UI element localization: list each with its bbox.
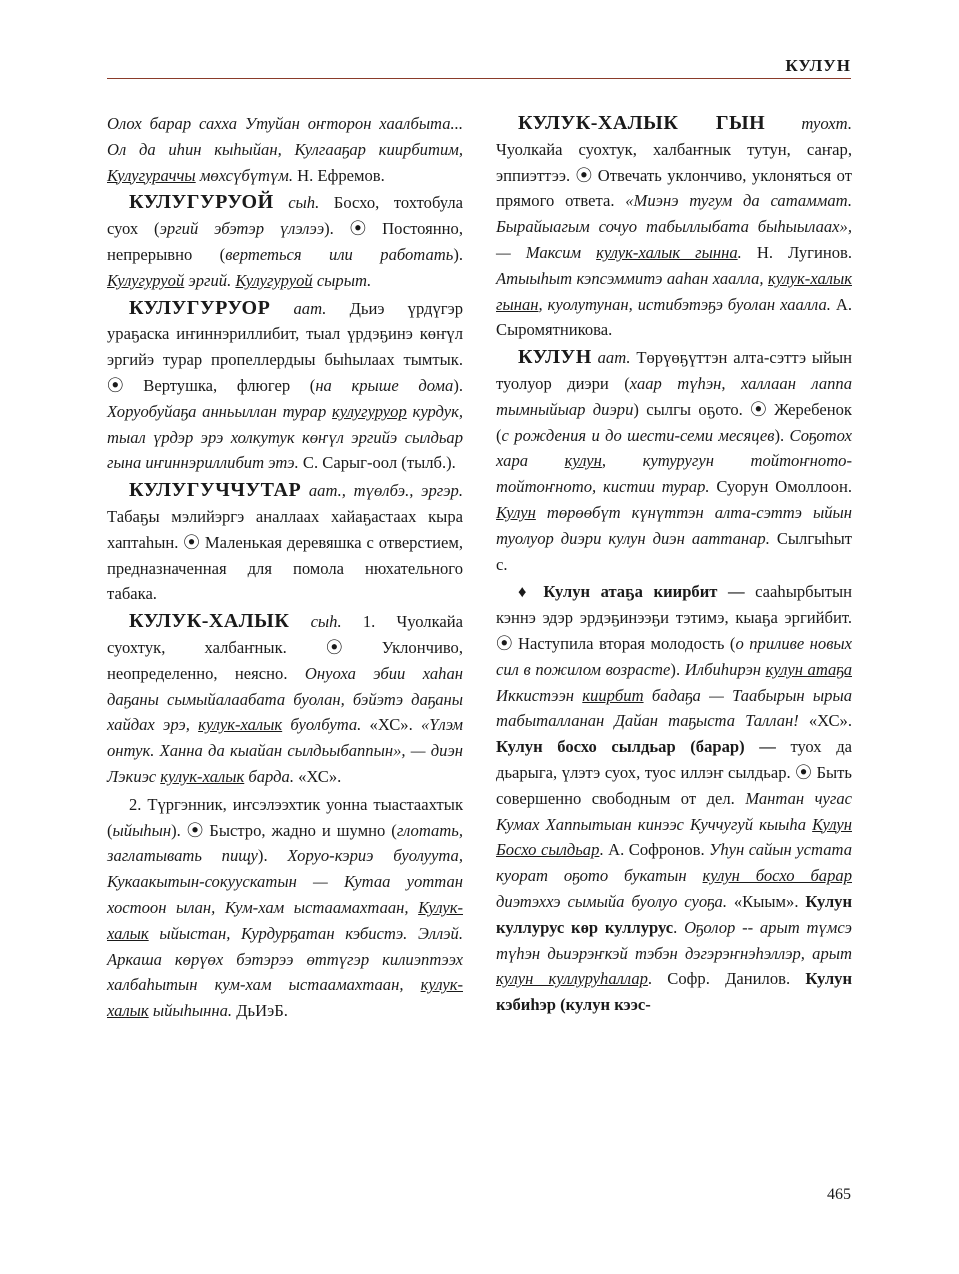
- entry-kuluk-khalyk-gyn: КУЛУК-ХАЛЫК ГЫН туохт. Чуолкайа суохтук, халбаҥнык тутун, саҥар, эппиэттээ. ⦿ Отвечать уклончиво, уклоняться от прямого ответа. «Миэнэ тугум да сатаммат. Бырайыагым сочуо табыллыбата быһыылаах», — Максим кулук-халык гынна. Н. Лугинов. Атыыһыт кэпсэммитэ ааһан хаалла, кулук-халык гынан, куолутунан, истибэтэҕэ буолан хаалла. А. Сыромятникова.: [496, 112, 853, 340]
- headword: КУЛУГУРУОР: [129, 296, 271, 319]
- entry-kulun: КУЛУН аат. Төрүөҕүттэн алта-сэттэ ыйын туолуор диэри (хаар түһэн, халлаан лаппа тымныйыар диэри) сылгы оҕото. ⦿ Жеребенок (с рождения и до шести-семи месяцев). Соҕотох хара кулун, кутуругун тойтоҥното-тойтоҥното, кистии турар. Суорун Омоллоон. Кулун төрөөбүт күнүттэн алта-сэттэ ыйын туолуор диэри кулун диэн ааттанар. Сылгыһыт с.: [496, 346, 853, 574]
- entry-continuation: Олох барар сахха Утуйан оҥторон хаалбыта... Ол да иһин кыһыйан, Кулгааҕар киирбитим, Кулугураччы мөхсүбүтүм. Н. Ефремов.: [107, 114, 463, 185]
- diamond-icon: ♦: [518, 582, 533, 602]
- headword: КУЛУК-ХАЛЫК ГЫН: [518, 112, 766, 134]
- entry-kulun-idioms: ♦ Кулун атаҕа киирбит — сааһырбытын кэннэ эдэр эрдэҕинээҕи тэтимэ, кыаҕа эргийбит. ⦿ Наступила вторая молодость (о приливе новых сил в пожилом возрасте). Илбиһирэн кулун атаҕа Иккистээн киирбит бадаҕа — Таабырын ырыа табыталланан Дайан таҕыста Таллан! «ХС». Кулун босхо сылдьар (барар) — туох да дьарыга, үлэтэ суох, туос иллэҥ сылдьар. ⦿ Быть совершенно свободным от дел. Мантан чугас Кумах Хаппытыан кинээс Куччугуй кыыһа Кулун Босхо сылдьар. А. Софронов. Уһун сайын устата куорат оҕото букатын кулун босхо барар диэтэххэ сымыйа буолуо суоҕа. «Кыым». Кулун куллурус көр куллурус. Оҕолор -- арыт түмсэ түһэн дьиэрэҥкэй тэбэн дэгэрэҥнэһэллэр, арыт кулун куллуруһаллар. Софр. Данилов. Кулун кэбиһэр (кулун кээс-: [496, 582, 853, 1015]
- running-head: КУЛУН: [785, 56, 851, 75]
- entry-sense-2: 2. Түргэнник, иҥсэлээхтик уонна тыастаахтык (ыйыһын). ⦿ Быстро, жадно и шумно (глотать, заглатывать пищу). Хоруо-кэриэ буолуута, Кукаакытын-сокуускатын — Кутаа уоттан хостоон ылан, Кум-хам ыстаамахтаан, Кулук-халык ыйыстан, Курдурҕатан кэбистэ. Эллэй. Аркаша көрүөх бэтэрээ өттүгэр килиэптээх халбаһытын кум-хам ыстаамахтаан, кулук-халык ыйыһынна. ДьИэБ.: [107, 794, 463, 1021]
- entry-kuluk-khalyk: КУЛУК-ХАЛЫК сыһ. 1. Чуолкайа суохтук, халбаҥнык. ⦿ Уклончиво, неопределенно, неясно. Онуоха эбии хаһан даҕаны сымыйалаабата буолан, бэйэтэ даҕаны хайдах эрэ, кулук-халык буолбута. «ХС». «Үлэм онтук. Ханна да кыайан сылдьыбаппын», — диэн Лэкиэс кулук-халык барда. «ХС».: [107, 610, 464, 786]
- entry-kuluguchchutar: КУЛУГУЧЧУТАР аат., түөлбэ., эргэр. Табаҕы мэлийэргэ аналлаах хайаҕастаах кыра хаптаһын. ⦿ Маленькая деревяшка с отверстием, предназначенная для помола нюхательного табака.: [107, 479, 463, 604]
- headword: КУЛУК-ХАЛЫК: [129, 610, 290, 633]
- entry-kulugurruoi: КУЛУГУРУОЙ сыһ. Босхо, тохтобула суох (эргий эбэтэр үлэлээ). ⦿ Постоянно, непрерывно (вертеться или работать). Кулугуруой эргий. Кулугуруой сырыт.: [107, 191, 464, 290]
- left-column: [107, 111, 463, 1024]
- entry-kuluguruor: КУЛУГУРУОР аат. Дьиэ үрдүгэр ураҕаска иҥиннэриллибит, тыал үрдэҕинэ көҥүл эргийэ турар пропеллердыы быһылаах тымтык. ⦿ Вертушка, флюгер (на крыше дома). Хоруобуйаҕа анньыллан турар кулугуруор курдук, тыал үрдэр эрэ холкутук көҥүл эргийэ сылдьар гына иҥиннэриллибит этэ. С. Сарыг-оол (тылб.).: [107, 296, 463, 473]
- page-number: 465: [827, 1186, 851, 1203]
- headword: КУЛУГУЧЧУТАР: [129, 479, 302, 502]
- header-rule: [107, 78, 851, 79]
- headword: КУЛУН: [518, 346, 592, 369]
- headword: КУЛУГУРУОЙ: [129, 191, 274, 214]
- right-column: [496, 111, 852, 1018]
- running-header: [107, 52, 851, 78]
